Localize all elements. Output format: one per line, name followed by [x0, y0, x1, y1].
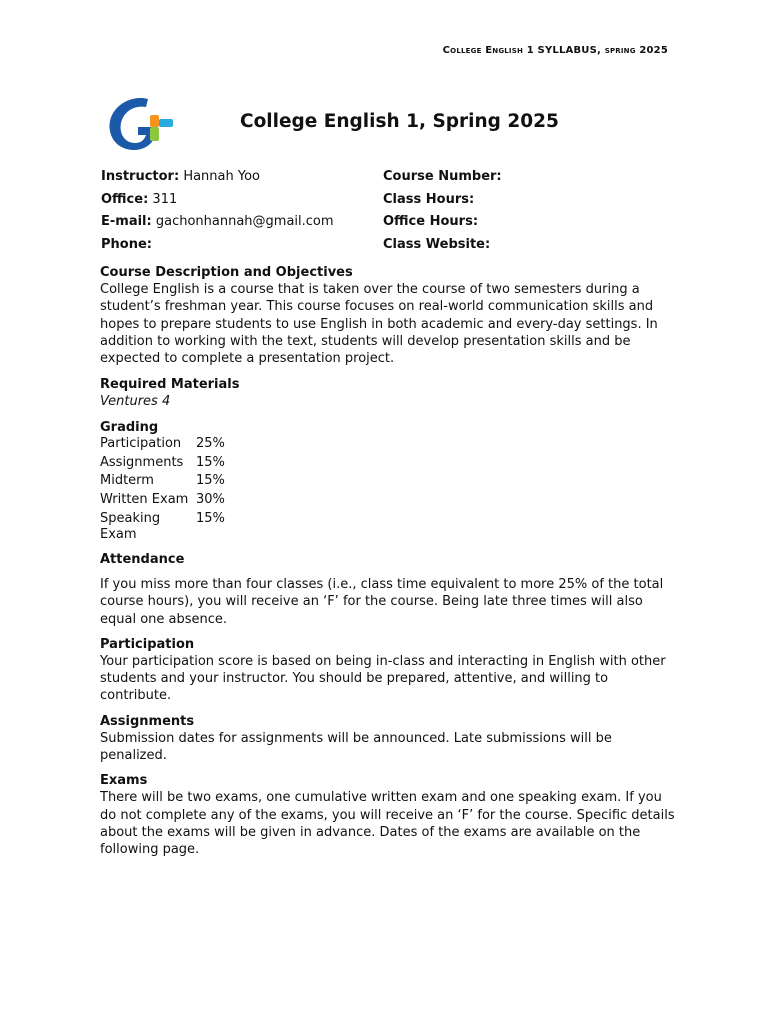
- grade-weight: 15%: [196, 473, 225, 489]
- phone-label: Phone:: [101, 237, 152, 253]
- description-heading: Course Description and Objectives: [100, 265, 353, 280]
- university-logo-icon: [104, 93, 184, 155]
- exams-text: There will be two exams, one cumulative written exam and one speaking exam. If you do not complete any of the exams, you will receive an ‘F’ for the course. Specific details about the exams will be given in advance. Dates of the exams are available on the following page.: [100, 790, 675, 858]
- instructor-value: Hannah Yoo: [183, 169, 260, 184]
- office-hours-label: Office Hours:: [383, 214, 479, 230]
- grade-weight: 30%: [196, 492, 225, 508]
- office-hours-row: [383, 211, 502, 234]
- table-row: [100, 473, 225, 492]
- grade-category: Speaking Exam: [100, 511, 161, 543]
- table-row: [100, 436, 225, 455]
- class-hours-label: Class Hours:: [383, 191, 475, 207]
- participation-heading: Participation: [100, 636, 195, 652]
- instructor-info: [101, 166, 334, 257]
- course-number-row: [383, 166, 502, 189]
- course-info: [383, 166, 502, 257]
- office-row: [101, 189, 334, 212]
- table-row: [100, 455, 225, 474]
- email-value: gachonhannah@gmail.com: [155, 214, 334, 230]
- email-label: E-mail:: [101, 214, 152, 230]
- assignments-text: Submission dates for assignments will be announced. Late submissions will be penalized.: [100, 730, 612, 764]
- grade-category: Participation: [100, 435, 182, 451]
- grading-table: [100, 436, 225, 546]
- class-hours-row: [383, 189, 502, 212]
- class-website-label: Class Website:: [383, 237, 491, 253]
- grade-weight: 15%: [196, 511, 225, 527]
- table-row: [100, 511, 225, 546]
- instructor-label: Instructor:: [101, 169, 180, 184]
- email-row: [101, 211, 334, 234]
- participation-text: Your participation score is based on being in-class and interacting in English with other students and your instructor. You should be prepared, attentive, and willing to contribute.: [100, 654, 666, 704]
- description-text: College English is a course that is taken over the course of two semesters during a student’s freshman year. This course focuses on real-world communication skills and hopes to prepare students to use English in both academic and every-day settings. In addition to working with the text, students will develop presentation skills and be expected to complete a presentation project.: [100, 282, 658, 367]
- attendance-heading: Attendance: [100, 552, 185, 568]
- instructor-row: [101, 166, 334, 189]
- running-header: College English 1 SYLLABUS, spring 2025: [442, 45, 668, 56]
- attendance-text: If you miss more than four classes (i.e., class time equivalent to more 25% of the total course hours), you will receive an ‘F’ for the course. Being late three times will also equal one absence.: [100, 577, 664, 627]
- page-title: College English 1, Spring 2025: [240, 111, 559, 132]
- syllabus-body: [100, 264, 675, 858]
- table-row: [100, 492, 225, 511]
- exams-heading: Exams: [100, 773, 148, 789]
- materials-heading: Required Materials: [100, 377, 240, 393]
- grade-category: Midterm: [100, 473, 154, 489]
- grade-category: Written Exam: [100, 492, 189, 508]
- assignments-heading: Assignments: [100, 713, 195, 729]
- materials-text: Ventures 4: [100, 394, 171, 410]
- grade-weight: 25%: [196, 435, 225, 451]
- course-number-label: Course Number:: [383, 169, 502, 184]
- grading-heading: Grading: [100, 419, 159, 435]
- phone-row: [101, 234, 334, 257]
- grade-category: Assignments: [100, 454, 184, 470]
- office-label: Office:: [101, 191, 149, 207]
- class-website-row: [383, 234, 502, 257]
- office-value: 311: [152, 191, 178, 207]
- grade-weight: 15%: [196, 454, 225, 470]
